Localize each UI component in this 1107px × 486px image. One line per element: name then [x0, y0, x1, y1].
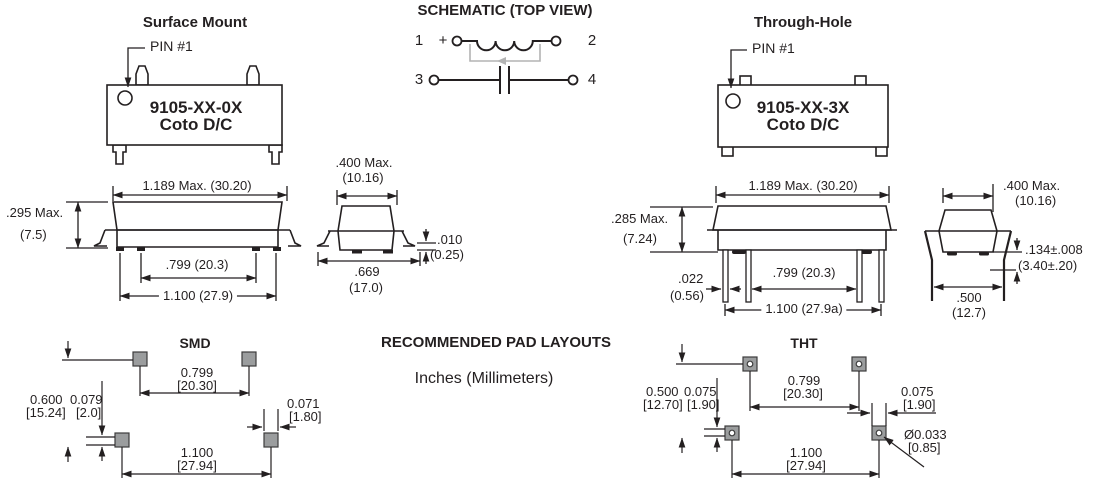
smd-outer-pitch-in: 1.100 — [180, 445, 214, 460]
smd-end-width-mm: (10.16) — [342, 170, 384, 185]
smd-top-pin-right — [247, 66, 259, 85]
smd-gullwing-right — [288, 230, 301, 246]
tht-pad-pitch-mm: [20.30] — [783, 386, 823, 401]
smd-end-view — [317, 190, 436, 266]
tht-hole-dia-in: Ø0.033 — [904, 427, 947, 442]
smd-pad-pitch-mm: [20.30] — [177, 378, 217, 393]
tht-hole-top-left — [747, 361, 753, 367]
tht-outer-pitch-in: 1.100 — [789, 445, 823, 460]
tht-pad-offset-in: 0.075 — [684, 384, 717, 399]
smd-bottom-pin-right — [269, 145, 282, 164]
schematic-pin-2: 2 — [587, 32, 597, 49]
smd-pad-width-in: 0.071 — [287, 396, 320, 411]
smd-pad-top-right — [242, 352, 256, 366]
smd-outer-pin-dim: 1.100 (27.9) — [159, 289, 237, 304]
surface-mount-title: Surface Mount — [142, 14, 248, 31]
smd-pad-top-left — [133, 352, 147, 366]
tht-pad-layout-title: THT — [790, 335, 818, 351]
terminal-4 — [569, 76, 578, 85]
tht-pin-inner-left — [746, 250, 751, 302]
smd-span-in: .669 — [354, 264, 380, 279]
terminal-3 — [430, 76, 439, 85]
tht-hole-dia-mm: [0.85] — [908, 440, 941, 455]
tht-pad-offset-mm: [1.90] — [687, 397, 720, 412]
smd-end-body — [338, 206, 394, 250]
smd-side-lid — [113, 202, 282, 230]
tht-height-dim-in: .285 Max. — [611, 211, 669, 226]
schematic-pin-4: 4 — [587, 71, 597, 88]
tht-lead-thickness-mm: (0.56) — [670, 288, 704, 303]
smd-part-number: 9105-XX-0X — [149, 98, 243, 117]
tht-pin1-label: PIN #1 — [752, 40, 795, 56]
smd-end-lead-left — [317, 231, 330, 246]
smd-inner-pin-dim: .799 (20.3) — [165, 257, 229, 272]
pad-layouts-units: Inches (Millimeters) — [414, 370, 554, 387]
smd-pad-offset-mm: [2.0] — [76, 405, 102, 420]
coil-symbol — [462, 41, 551, 50]
tht-pad-width-mm: [1.90] — [903, 397, 936, 412]
smd-pad-offset-in: 0.079 — [70, 392, 103, 407]
smd-row-spacing-in: 0.600 — [30, 392, 63, 407]
tht-lead-thickness-in: .022 — [678, 271, 704, 286]
tht-brand-line: Coto D/C — [766, 115, 840, 134]
tht-lead-length-mm: (3.40±.20) — [1018, 258, 1078, 273]
tht-outer-pin-dim: 1.100 (27.9a) — [761, 302, 846, 317]
schematic-pin-1: 1 — [414, 32, 424, 49]
smd-standoff-in: .010 — [437, 232, 463, 247]
smd-pad-bottom-right — [264, 433, 278, 447]
smd-width-dim: 1.189 Max. (30.20) — [142, 178, 252, 193]
tht-pin-outer-right — [879, 250, 884, 302]
tht-hole-top-right — [856, 361, 862, 367]
smd-height-dim-in: .295 Max. — [6, 205, 64, 220]
schematic-drawing — [430, 37, 578, 95]
smd-pad-layout-title: SMD — [179, 335, 211, 351]
tht-outer-pitch-mm: [27.94] — [786, 458, 826, 473]
tht-inner-pin-dim: .799 (20.3) — [772, 265, 836, 280]
tht-side-lid — [713, 206, 891, 230]
smd-side-view — [66, 186, 301, 301]
smd-pin1-label: PIN #1 — [150, 38, 193, 54]
schematic-pin-3: 3 — [414, 71, 424, 88]
terminal-1 — [453, 37, 462, 46]
smd-bottom-pin-left — [113, 145, 126, 164]
schematic-plus-sign: + — [438, 32, 448, 49]
smd-brand-line: Coto D/C — [159, 115, 233, 134]
through-hole-title: Through-Hole — [753, 14, 853, 31]
smd-pad-pitch-in: 0.799 — [180, 365, 214, 380]
tht-row-spacing-in: 0.500 — [646, 384, 679, 399]
tht-span-in: .500 — [956, 290, 982, 305]
smd-end-lead-right — [402, 231, 415, 246]
tht-width-dim: 1.189 Max. (30.20) — [748, 178, 858, 193]
smd-span-mm: (17.0) — [349, 280, 383, 295]
tht-end-lead-right — [1004, 231, 1011, 301]
pad-layouts-heading: RECOMMENDED PAD LAYOUTS — [380, 334, 612, 351]
tht-end-lead-left — [925, 231, 932, 301]
tht-pin-inner-right — [857, 250, 862, 302]
tht-part-number: 9105-XX-3X — [756, 98, 850, 117]
tht-pad-width-in: 0.075 — [901, 384, 934, 399]
tht-pad-pitch-in: 0.799 — [787, 373, 821, 388]
coupling-arrow-icon — [497, 57, 506, 65]
smd-row-spacing-mm: [15.24] — [26, 405, 66, 420]
smd-pin1-marker — [118, 91, 132, 105]
tht-row-spacing-mm: [12.70] — [643, 397, 683, 412]
smd-pad-bottom-left — [115, 433, 129, 447]
schematic-title: SCHEMATIC (TOP VIEW) — [417, 2, 593, 19]
terminal-2 — [552, 37, 561, 46]
tht-end-view — [925, 184, 1022, 301]
tht-span-mm: (12.7) — [952, 305, 986, 320]
tht-end-width-mm: (10.16) — [1015, 193, 1057, 208]
smd-pad-width-mm: [1.80] — [289, 409, 322, 424]
smd-top-pin-left — [136, 66, 148, 85]
tht-pin-outer-left — [723, 250, 728, 302]
tht-pin1-marker — [726, 94, 740, 108]
smd-end-width-in: .400 Max. — [335, 155, 393, 170]
smd-outer-pitch-mm: [27.94] — [177, 458, 217, 473]
tht-height-dim-mm: (7.24) — [623, 231, 657, 246]
tht-lead-length-in: .134±.008 — [1025, 242, 1083, 257]
smd-standoff-mm: (0.25) — [430, 247, 464, 262]
tht-end-width-in: .400 Max. — [1003, 178, 1061, 193]
tht-hole-bottom-left — [729, 430, 735, 436]
tht-hole-bottom-right — [876, 430, 882, 436]
smd-height-dim-mm: (7.5) — [20, 227, 47, 242]
smd-gullwing-left — [94, 230, 107, 246]
